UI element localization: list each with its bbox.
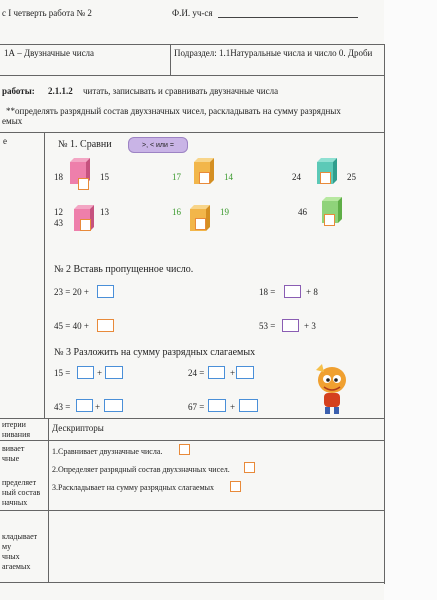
task3-e1: 15 = <box>54 368 71 378</box>
criteria-mid-border <box>0 510 384 511</box>
task1-answer-box-3[interactable] <box>320 172 331 184</box>
subsection-label: Подраздел: 1.1Натуральные числа и число 0. Дроби <box>174 48 373 58</box>
task2-title: № 2 Вставь пропущенное число. <box>54 264 194 275</box>
task1-b2: 14 <box>224 172 233 182</box>
task2-eq3: 45 = 40 + <box>54 321 89 331</box>
criteria-divider <box>48 418 49 582</box>
task3-e3: 43 = <box>54 402 71 412</box>
task3-box-4b[interactable] <box>239 399 258 412</box>
criteria-left-3: кладывает му чных агаемых <box>2 532 38 571</box>
task1-b3: 25 <box>347 172 356 182</box>
task3-box-3b[interactable] <box>104 399 123 412</box>
task1-b5: 19 <box>220 207 229 217</box>
task1-b4: 13 <box>100 207 109 217</box>
student-name-line <box>218 17 358 18</box>
task3-box-1b[interactable] <box>105 366 123 379</box>
task2-eq2a: 18 = <box>259 287 276 297</box>
descriptor-1: 1.Сравнивает двузначные числа. <box>52 447 163 456</box>
task3-e2: 24 = <box>188 368 205 378</box>
task1-a4: 12 <box>54 207 63 217</box>
criteria-left-1: вивает чные <box>2 444 25 463</box>
descriptor-2: 2.Определяет разрядный состав двухзначных чисел. <box>52 465 230 474</box>
task3-box-2b[interactable] <box>236 366 254 379</box>
criteria-left-header: итерии нивания <box>2 420 31 439</box>
task1-answer-box-1[interactable] <box>78 178 89 190</box>
task3-box-4a[interactable] <box>208 399 226 412</box>
section-label: 1А – Двузначные числа <box>4 48 95 58</box>
criteria-header-border <box>0 440 384 441</box>
task2-box-3[interactable] <box>97 319 114 332</box>
task2-eq1: 23 = 20 + <box>54 287 89 297</box>
info-bottom-border <box>0 75 384 76</box>
task2-box-2[interactable] <box>284 285 301 298</box>
task1-a6: 46 <box>298 207 307 217</box>
info-top-border <box>0 44 384 45</box>
task3-box-1a[interactable] <box>77 366 94 379</box>
goal-code: 2.1.1.2 <box>48 86 73 96</box>
task1-answer-box-6[interactable] <box>324 214 335 226</box>
goal-label: работы: <box>2 86 35 96</box>
left-col-text: е <box>3 136 7 146</box>
task3-box-2a[interactable] <box>208 366 225 379</box>
descriptor-3: 3.Раскладывает на сумму разрядных слагаемых <box>52 483 215 492</box>
task2-eq4b: + 3 <box>304 321 316 331</box>
task1-a3: 24 <box>292 172 301 182</box>
tasks-left-border <box>44 132 45 418</box>
goal-sub2: емых <box>2 116 23 126</box>
criteria-bottom-border <box>0 582 384 583</box>
task2-box-1[interactable] <box>97 285 114 298</box>
task3-e4: 67 = <box>188 402 205 412</box>
task1-answer-box-4[interactable] <box>80 219 91 231</box>
descriptor-box-1[interactable] <box>179 444 190 455</box>
task1-b1: 15 <box>100 172 109 182</box>
criteria-top-border <box>0 418 384 419</box>
task3-box-3a[interactable] <box>76 399 93 412</box>
task1-answer-box-2[interactable] <box>199 172 210 184</box>
compare-signs-button[interactable]: >, < или = <box>128 137 188 153</box>
cartoon-character-icon <box>310 362 354 416</box>
task2-box-4[interactable] <box>282 319 299 332</box>
task1-a1: 18 <box>54 172 63 182</box>
task3-plus-3: + <box>95 402 101 412</box>
goal-sub: **определять разрядный состав двухзначных чисел, раскладывать на сумму разрядных <box>6 106 341 116</box>
task2-eq2b: + 8 <box>306 287 318 297</box>
descriptor-box-3[interactable] <box>230 481 241 492</box>
header-work-title: с I четверть работа № 2 <box>2 8 92 18</box>
page-edge <box>384 0 437 600</box>
task3-title: № 3 Разложить на сумму разрядных слагаемых <box>54 347 256 358</box>
descriptor-box-2[interactable] <box>244 462 255 473</box>
student-name-label: Ф.И. уч-ся <box>172 8 213 18</box>
task1-extra: 43 <box>54 218 63 228</box>
criteria-right-header: Дескрипторы <box>52 423 104 433</box>
task3-plus-1: + <box>97 368 103 378</box>
task2-eq4a: 53 = <box>259 321 276 331</box>
task3-plus-4: + <box>230 402 236 412</box>
task3-plus-2: + <box>230 368 236 378</box>
goal-text: читать, записывать и сравнивать двузначные числа <box>83 86 279 96</box>
criteria-left-2: пределяет ный состав начных <box>2 478 41 507</box>
task1-a2: 17 <box>172 172 181 182</box>
tasks-top-border <box>0 132 384 133</box>
task1-a5: 16 <box>172 207 181 217</box>
task1-title: № 1. Сравни <box>58 139 112 150</box>
page-right-border <box>384 44 385 584</box>
task1-answer-box-5[interactable] <box>195 218 206 230</box>
info-divider <box>170 44 171 75</box>
